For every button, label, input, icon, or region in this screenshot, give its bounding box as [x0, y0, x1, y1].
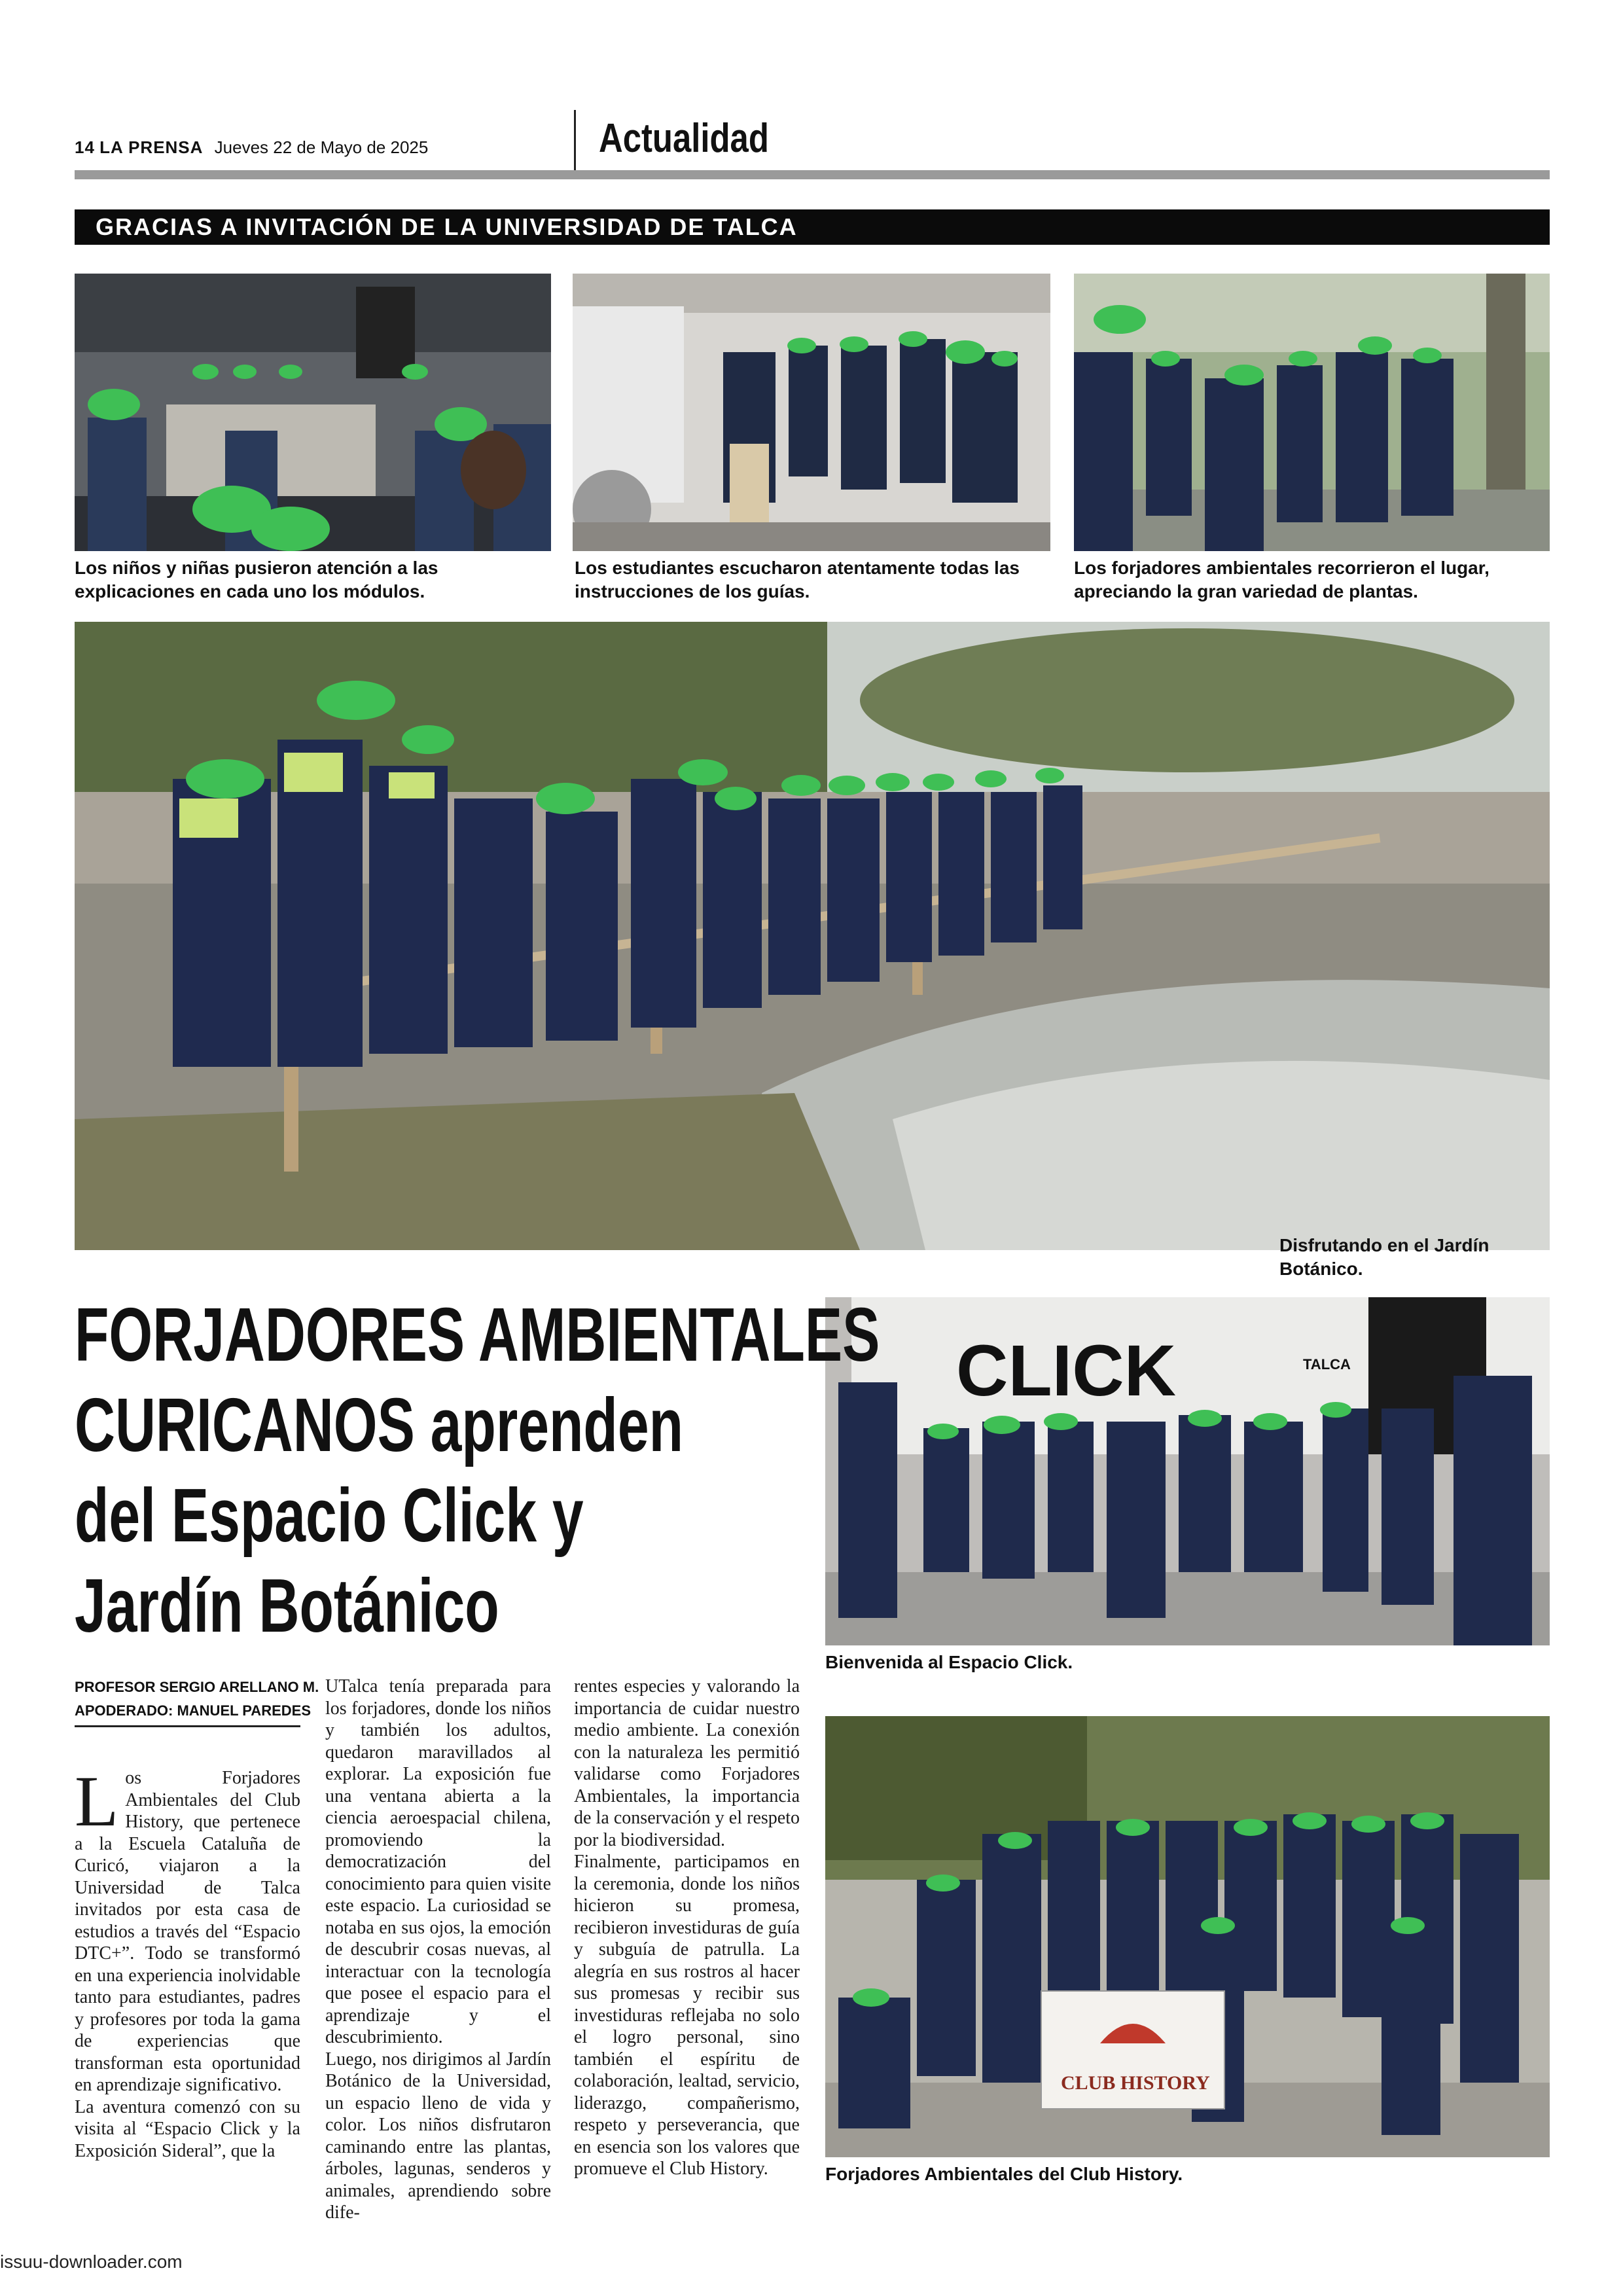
photo-botanical-garden — [75, 622, 1550, 1250]
photo-espacio-click — [825, 1297, 1550, 1645]
headline-line3: del Espacio Click y — [75, 1473, 584, 1558]
caption-modules: Los niños y niñas pusieron atención a las explicaciones en cada uno los módulos. — [75, 558, 438, 601]
article-col3-p1: rentes especies y valorando la importancia de cuidar nuestro medio ambiente. La conexión con la naturaleza les permitió validarse como Forjadores Ambientales, la importancia de la conservación y el respeto por la biodiversidad. — [574, 1676, 800, 1850]
byline-author: PROFESOR SERGIO ARELLANO M. — [75, 1679, 319, 1695]
article-column-3 — [574, 1676, 800, 2180]
byline-guardian: APODERADO: MANUEL PAREDES — [75, 1702, 311, 1719]
article-col2-p2: Luego, nos dirigimos al Jardín Botánico de la Universidad, un espacio lleno de vida y color. Los niños disfrutaron caminando entre las plantas, árboles, lagunas, senderos y animales, aprendiendo sobre dife- — [325, 2049, 551, 2223]
headline — [75, 1289, 880, 1651]
click-sign-text: CLICK — [956, 1331, 1177, 1411]
caption-plants: Los forjadores ambientales recorrieron el lugar, apreciando la gran variedad de plantas. — [1074, 558, 1489, 601]
headline-line2-caps: CURICANOS — [75, 1382, 415, 1467]
article-column-1 — [75, 1761, 300, 2162]
article-col3-p2: Finalmente, participamos en la ceremonia, donde los niños hicieron su promesa, recibieron investiduras de guía y subguía de patrulla. La alegría en sus rostros al hacer sus promesas y recibir sus investiduras reflejaba no solo el logro personal, sino también el espíritu de colaboración, lealtad, servicio, liderazgo, compañerismo, respeto y perseverancia, que en esencia son los valores que promueve el Club History. — [574, 1852, 800, 2179]
caption-guides: Los estudiantes escucharon atentamente todas las instrucciones de los guías. — [575, 558, 1020, 601]
byline — [75, 1676, 319, 1727]
caption-espacio-click: Bienvenida al Espacio Click. — [825, 1652, 1073, 1672]
photo-plants — [1074, 274, 1550, 551]
photo-club-history — [825, 1716, 1550, 2157]
caption-club-history: Forjadores Ambientales del Club History. — [825, 2164, 1183, 2184]
kicker-text: GRACIAS A INVITACIÓN DE LA UNIVERSIDAD DE TALCA — [96, 213, 798, 240]
photo-modules — [75, 274, 551, 551]
caption-botanical-garden: Disfrutando en el Jardín Botánico. — [1279, 1235, 1489, 1279]
photo-guides — [573, 274, 1050, 551]
publication-date: Jueves 22 de Mayo de 2025 — [214, 137, 429, 157]
headline-line4: Jardín Botánico — [75, 1563, 499, 1648]
article-col2-p1: UTalca tenía preparada para los forjadores, donde los niños y también los adultos, quedaron maravillados al explorar. La exposición fue una ventana abierta a la ciencia aeroespacial chilena, promoviendo la democratización del conocimiento para quien visite este espacio. La curiosidad se notaba en sus ojos, la emoción de descubrir cosas nuevas, al interactuar con la tecnología que posee el espacio para el aprendizaje y el descubrimiento. — [325, 1676, 551, 2047]
byline-rule — [75, 1725, 300, 1727]
dropcap: L — [75, 1761, 119, 1841]
headline-line1: FORJADORES AMBIENTALES — [75, 1292, 880, 1377]
page-header-meta — [75, 137, 428, 158]
banner-text: CLUB HISTORY — [1061, 2072, 1210, 2094]
footer-watermark: issuu-downloader.com — [0, 2251, 183, 2272]
page-number: 14 — [75, 137, 95, 157]
header-rule — [75, 170, 1550, 179]
article-column-2 — [325, 1676, 551, 2224]
article-col1-p2: La aventura comenzó con su visita al “Espacio Click y la Exposición Sideral”, que la — [75, 2096, 300, 2161]
headline-line2-rest: aprenden — [414, 1382, 684, 1467]
header-divider — [574, 110, 576, 170]
talca-sign-text: TALCA — [1303, 1356, 1351, 1372]
publication-name: LA PRENSA — [99, 137, 204, 157]
section-title: Actualidad — [599, 116, 769, 161]
article-col1-p1: os Forjadores Ambientales del Club History, que pertenece a la Escuela Cataluña de Curicó, viajaron a la Universidad de Talca invitados por esta casa de estudios a través del “Espacio DTC+”. Todo se transformó en una experiencia inolvidable tanto para estudiantes, padres y profesores por toda la gama de experiencias que transforman esta oportunidad en aprendizaje significativo. — [75, 1768, 300, 2095]
